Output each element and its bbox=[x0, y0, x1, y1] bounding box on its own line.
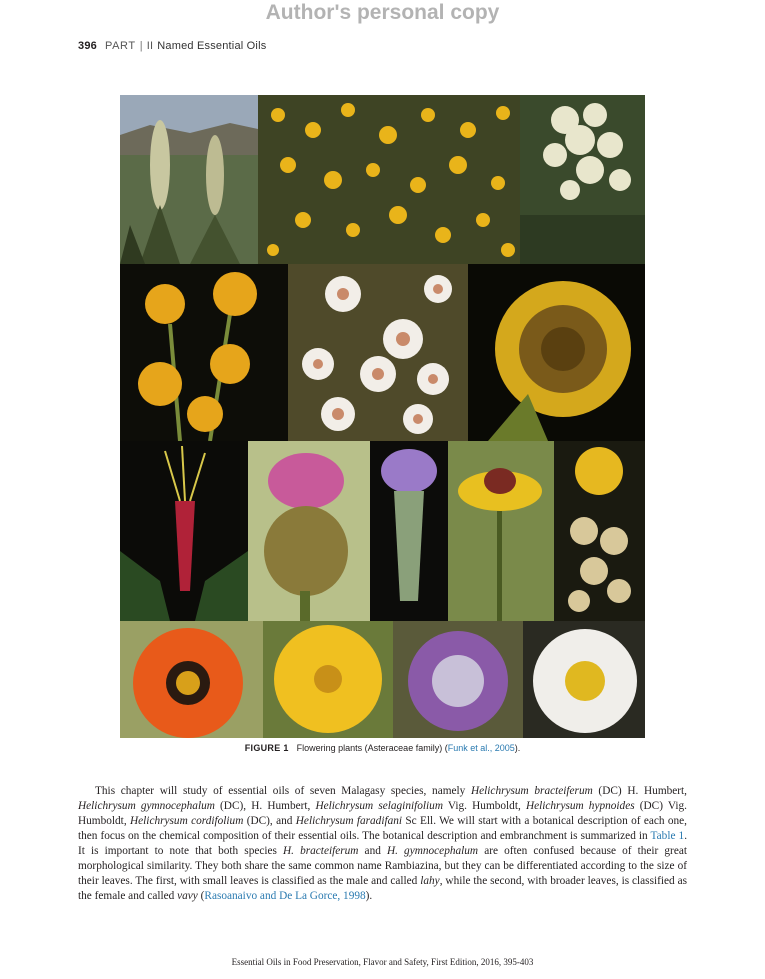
photo-yellow-daisies bbox=[258, 95, 520, 264]
photo-white-pink-daisies bbox=[288, 264, 468, 441]
page-number: 396 bbox=[78, 40, 97, 52]
species-name: Helichrysum cordifolium bbox=[130, 815, 244, 827]
photo-purple-globe bbox=[393, 621, 523, 738]
text-run: . It is important to note that both species bbox=[78, 830, 688, 857]
species-name: Helichrysum gymnocephalum bbox=[78, 800, 215, 812]
photo-red-stamens bbox=[120, 441, 248, 621]
reference-link[interactable]: Rasoanaivo and De La Gorce, 1998 bbox=[204, 890, 366, 902]
photo-spiky-plant bbox=[120, 95, 258, 264]
photo-orange-tubular-flowers bbox=[120, 264, 288, 441]
text-run: , while the second, with broader leaves, is classified as the female and called bbox=[78, 875, 687, 902]
body-paragraph bbox=[78, 784, 687, 904]
photo-purple-bud bbox=[370, 441, 448, 621]
text-run: are often confused because of their great morphological similarity. They both share the same common name Rambiazina, but they can be differentiated according to the size of their leaves. The first, with small leaves is classified as the male and called bbox=[78, 845, 687, 887]
text-run: (DC), and bbox=[243, 815, 296, 827]
photo-yellow-red-flower bbox=[448, 441, 554, 621]
figure-flower-collage bbox=[120, 95, 645, 738]
species-name: Helichrysum bracteiferum bbox=[470, 785, 593, 797]
photo-yellow-flowerhead bbox=[468, 264, 645, 441]
separator: | bbox=[139, 40, 143, 52]
species-name: Helichrysum selaginifolium bbox=[315, 800, 443, 812]
figure-label: FIGURE 1 bbox=[244, 743, 289, 753]
page-footer: Essential Oils in Food Preservation, Flavor and Safety, First Edition, 2016, 395-403 bbox=[231, 957, 534, 967]
species-name: Helichrysum hypnoides bbox=[525, 800, 635, 812]
section-title: Named Essential Oils bbox=[157, 40, 267, 52]
species-name: H. gymnocephalum bbox=[386, 845, 479, 857]
species-name: Helichrysum faradifani bbox=[295, 815, 403, 827]
table-1-link[interactable]: Table 1 bbox=[650, 830, 685, 842]
part-number: II bbox=[146, 40, 154, 52]
text-run: ). bbox=[365, 890, 373, 902]
running-head bbox=[78, 40, 266, 52]
photo-yellow-cluster bbox=[554, 441, 645, 621]
text-run: This chapter will study of essential oils of seven Malagasy species, namely bbox=[95, 785, 471, 797]
caption-reference-link[interactable]: Funk et al., 2005 bbox=[447, 743, 515, 753]
part-label: PART bbox=[104, 40, 136, 52]
photo-white-cluster bbox=[520, 95, 645, 264]
figure-caption bbox=[0, 743, 765, 753]
watermark: Author's personal copy bbox=[265, 1, 500, 24]
text-run: Sc Ell. We will start with a botanical description of each one, then focus on the chemical composition of their essential oils. The botanical description and embranchment is summarized in bbox=[78, 815, 687, 842]
text-run: ( bbox=[197, 890, 205, 902]
photo-white-yellow-daisy bbox=[523, 621, 645, 738]
photo-orange-gazania bbox=[120, 621, 263, 738]
species-name: H. bracteiferum bbox=[283, 845, 359, 857]
text-run: Vig. Humboldt, bbox=[442, 800, 526, 812]
caption-text: Flowering plants (Asteraceae family) ( bbox=[296, 743, 448, 753]
caption-end: ). bbox=[514, 743, 521, 753]
photo-yellow-sunburst bbox=[263, 621, 393, 738]
term-lahy: lahy bbox=[420, 875, 440, 887]
text-run: (DC) H. Humbert, bbox=[592, 785, 687, 797]
text-run: (DC) Vig. Humboldt, bbox=[78, 800, 687, 827]
text-run: (DC), H. Humbert, bbox=[214, 800, 316, 812]
photo-pink-thistle bbox=[248, 441, 370, 621]
text-run: and bbox=[358, 845, 387, 857]
term-vavy: vavy bbox=[177, 890, 198, 902]
